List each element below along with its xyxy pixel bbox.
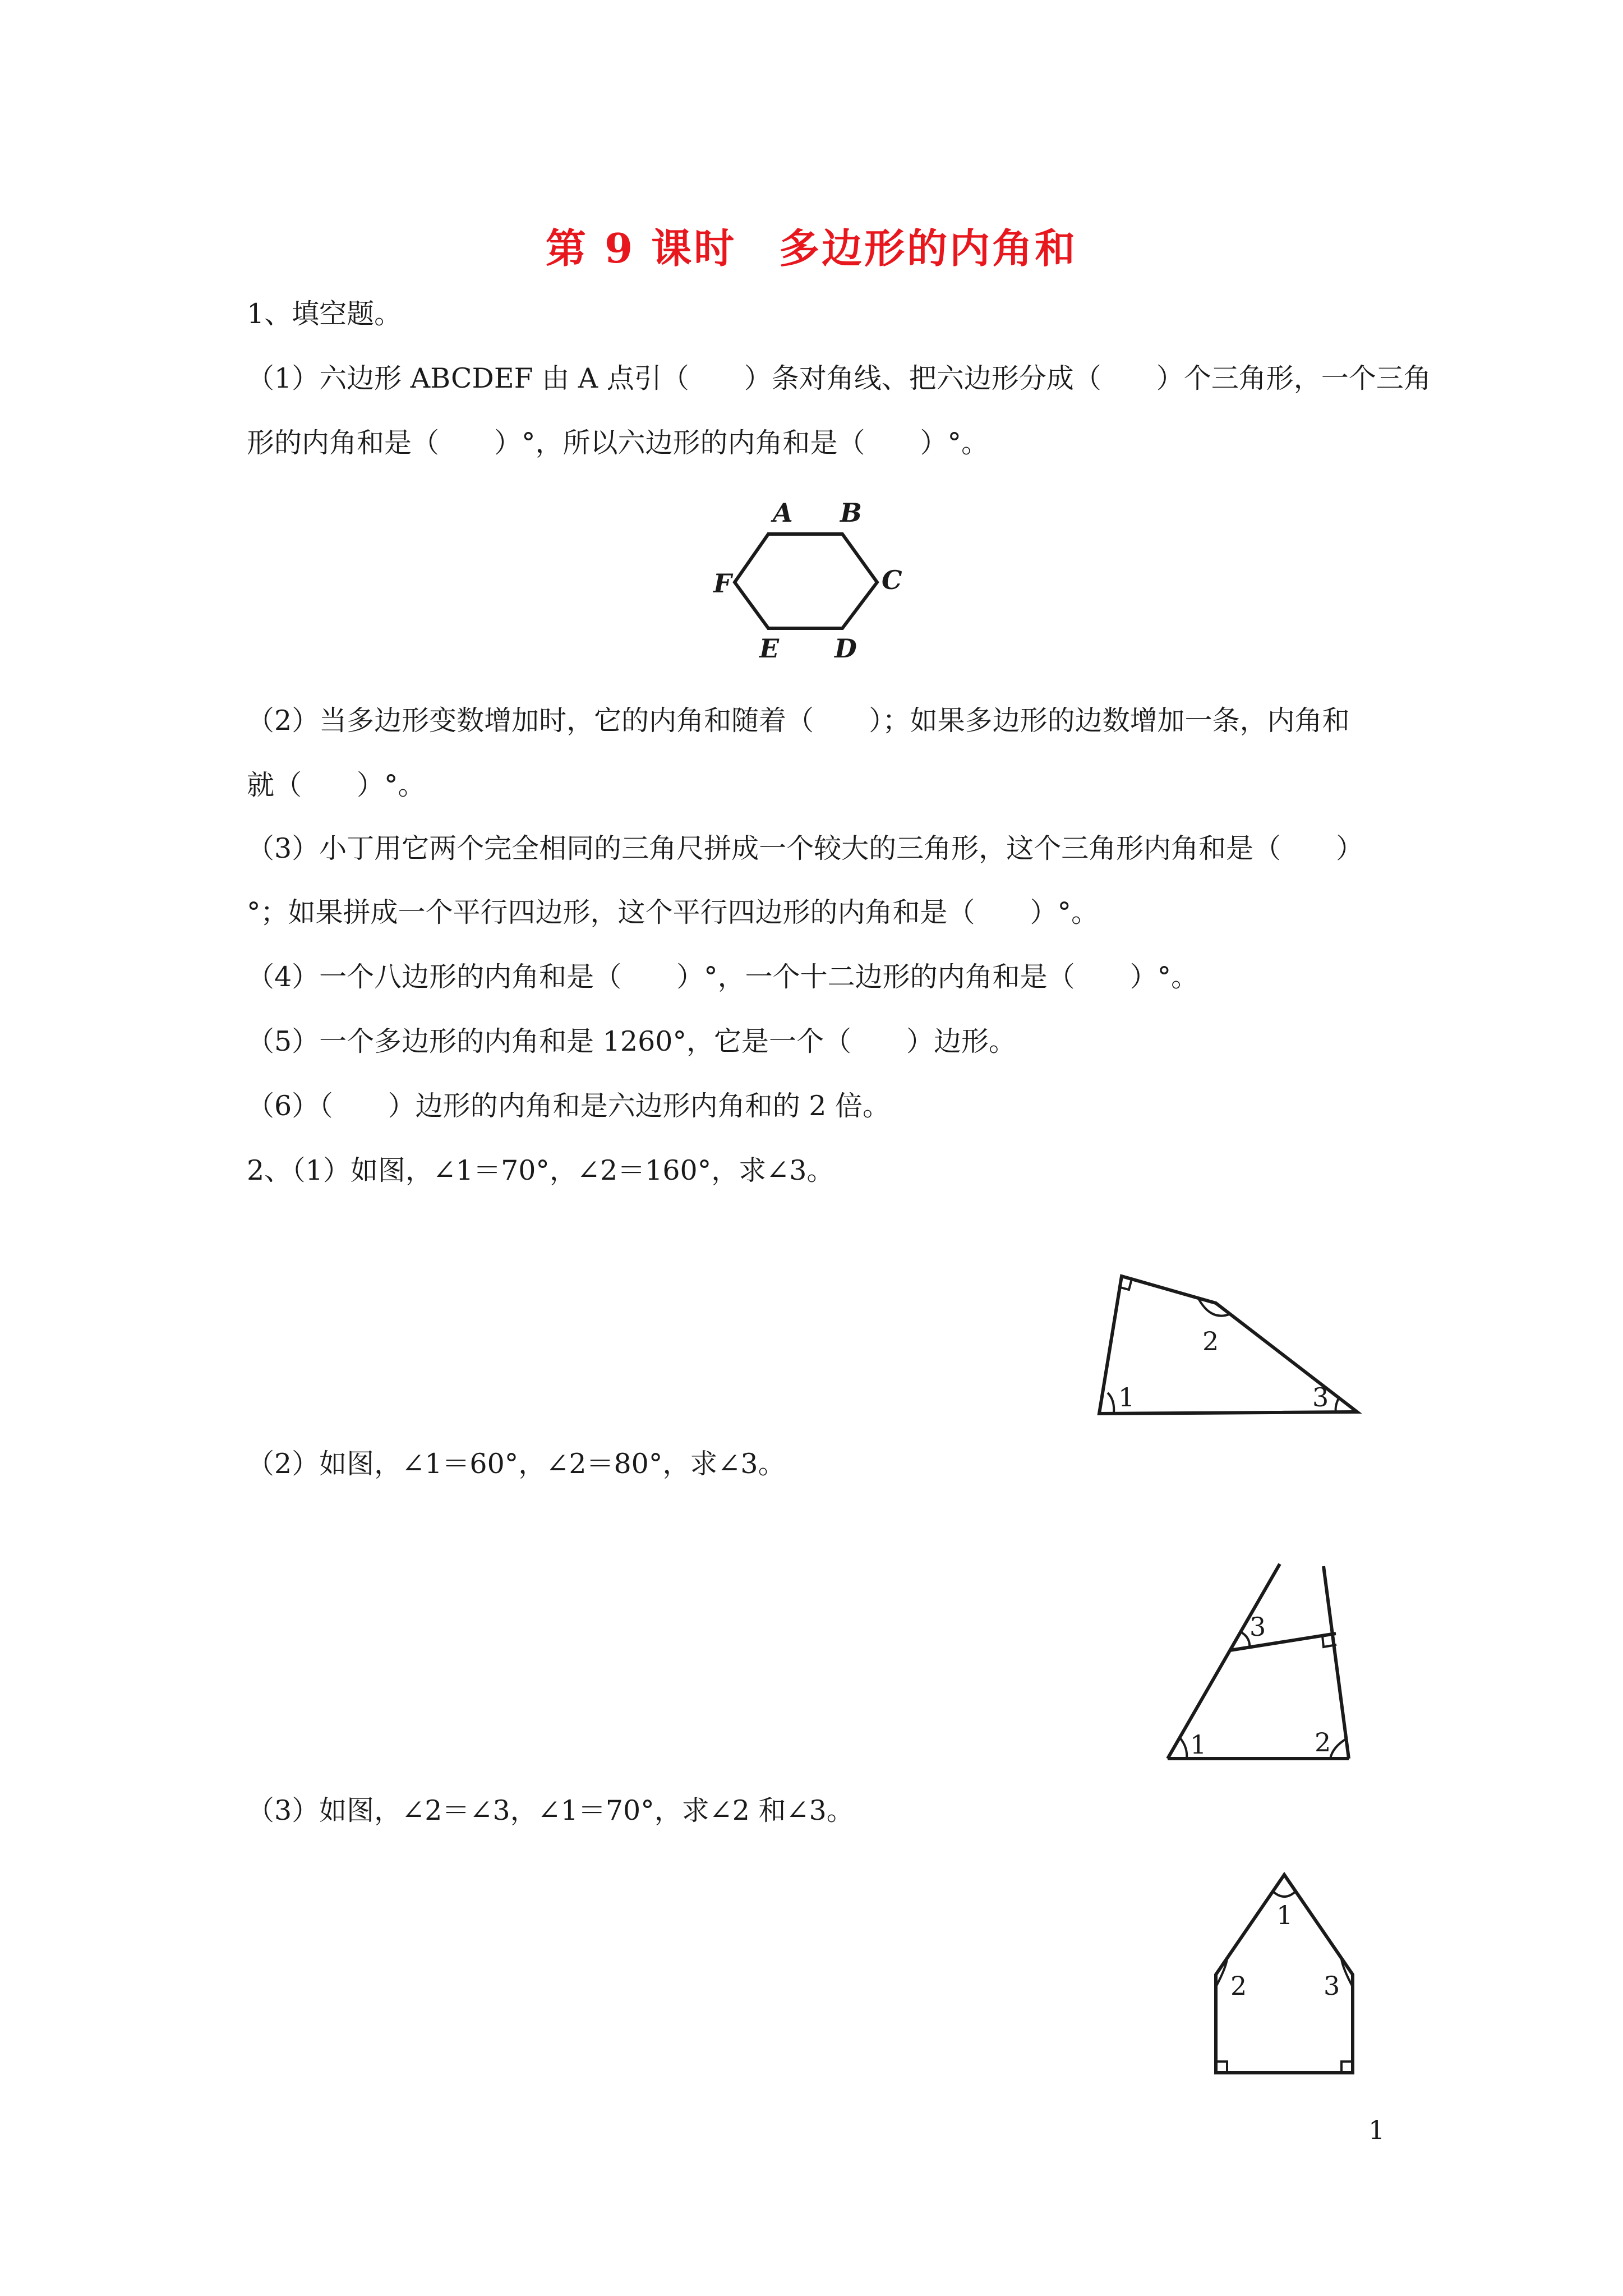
vertex-label-a: A — [773, 498, 793, 528]
quadrilateral-figure-2 — [1155, 1554, 1368, 1778]
question-1-2-line-2: 就（ ）°。 — [247, 769, 426, 801]
quadrilateral-figure-1 — [1088, 1265, 1380, 1433]
pentagon-figure-3 — [1200, 1862, 1368, 2087]
angle-label-2: 2 — [1230, 1971, 1247, 2001]
angle-label-1: 1 — [1190, 1729, 1207, 1760]
question-1-3-line-2: °；如果拼成一个平行四边形，这个平行四边形的内角和是（ ）°。 — [247, 896, 1099, 928]
question-1-1-line-2: 形的内角和是（ ）°，所以六边形的内角和是（ ）°。 — [247, 427, 989, 459]
vertex-label-b: B — [840, 498, 862, 528]
question-1-5: （5）一个多边形的内角和是 1260°，它是一个（ ）边形。 — [247, 1025, 1016, 1057]
question-1-heading: 1、填空题。 — [247, 298, 402, 330]
page-title: 第 9 课时 多边形的内角和 — [545, 224, 1078, 272]
question-1-3-line-1: （3）小丁用它两个完全相同的三角尺拼成一个较大的三角形，这个三角形内角和是（ ） — [247, 832, 1364, 864]
question-2-2: （2）如图，∠1＝60°，∠2＝80°，求∠3。 — [247, 1448, 786, 1480]
angle-label-3: 3 — [1312, 1382, 1329, 1412]
question-1-2-line-1: （2）当多边形变数增加时，它的内角和随着（ ）；如果多边形的边数增加一条，内角和 — [247, 705, 1350, 737]
question-1-1-line-1: （1）六边形 ABCDEF 由 A 点引（ ）条对角线、把六边形分成（ ）个三角形，一个三角 — [247, 362, 1431, 394]
vertex-label-d: D — [834, 633, 857, 664]
question-1-6: （6）（ ）边形的内角和是六边形内角和的 2 倍。 — [247, 1090, 891, 1122]
angle-label-2: 2 — [1315, 1727, 1331, 1757]
angle-label-1: 1 — [1276, 1900, 1293, 1930]
question-1-4: （4）一个八边形的内角和是（ ）°，一个十二边形的内角和是（ ）°。 — [247, 961, 1199, 993]
angle-label-1: 1 — [1118, 1382, 1135, 1412]
hexagon-abcdef-figure — [712, 494, 925, 673]
angle-label-3: 3 — [1324, 1971, 1340, 2001]
angle-label-3: 3 — [1249, 1612, 1266, 1642]
page-number: 1 — [1368, 2115, 1385, 2145]
vertex-label-f: F — [713, 568, 732, 599]
question-2-3: （3）如图，∠2＝∠3，∠1＝70°，求∠2 和∠3。 — [247, 1795, 854, 1826]
angle-label-2: 2 — [1202, 1326, 1219, 1356]
question-2-1: 2、（1）如图，∠1＝70°，∠2＝160°，求∠3。 — [247, 1154, 834, 1186]
vertex-label-e: E — [759, 633, 780, 664]
vertex-label-c: C — [882, 565, 902, 595]
